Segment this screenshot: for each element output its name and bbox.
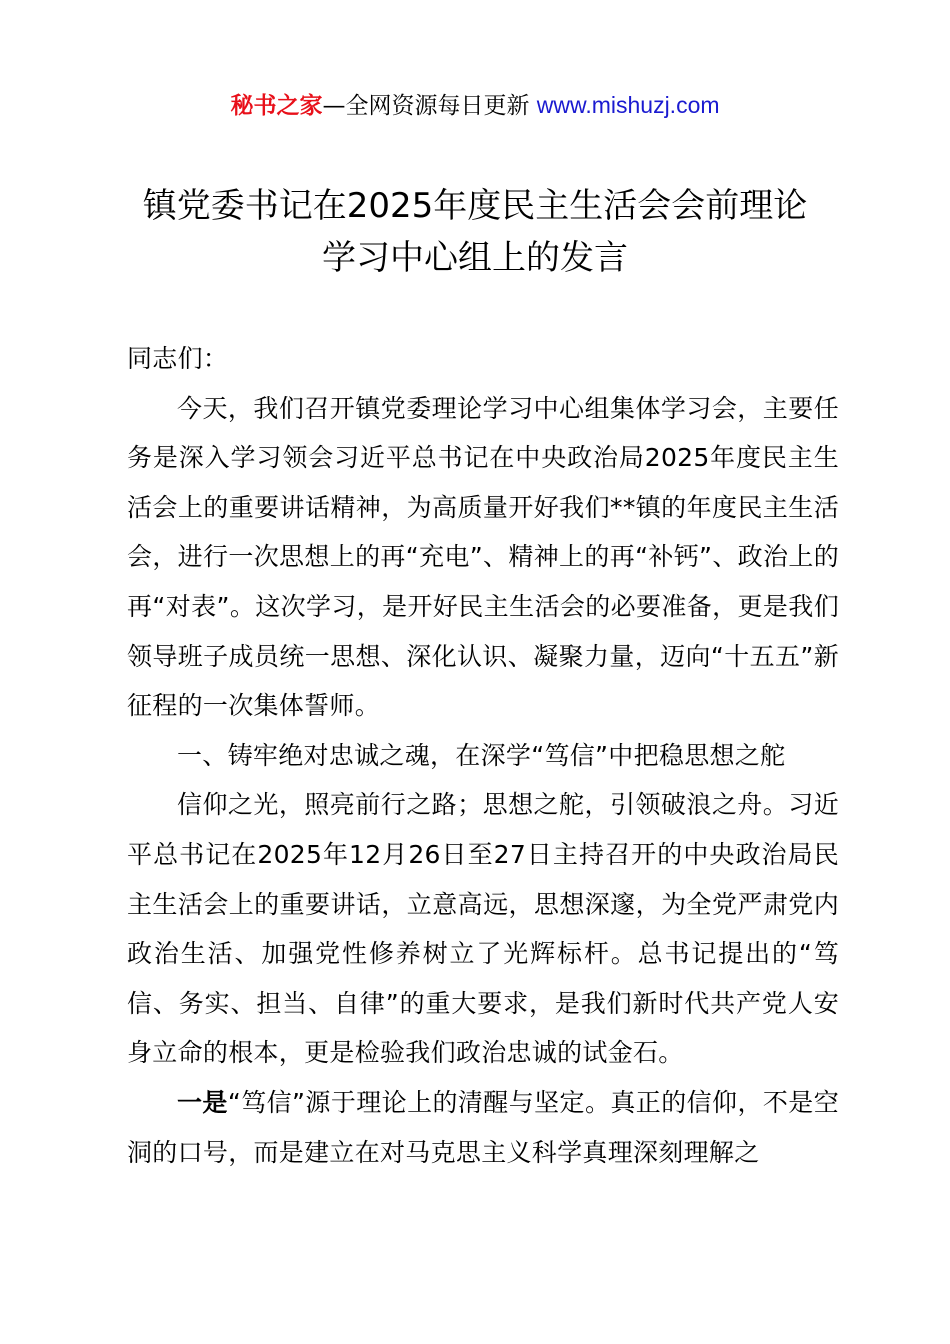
document-title — [0, 180, 950, 284]
site-brand: 秘书之家 — [230, 93, 323, 119]
section-heading-1: 一、铸牢绝对忠诚之魂，在深学“笃信”中把稳思想之舵 — [177, 740, 786, 770]
point-lead: 一是 — [177, 1087, 228, 1117]
paragraph-point-1 — [127, 1078, 839, 1177]
paragraph-section-1: 信仰之光，照亮前行之路；思想之舵，引领破浪之舟。习近平总书记在2025年12月26日至27日主持召开的中央政治局民主生活会上的重要讲话，立意高远，思想深邃，为全党严肃党内政治生活、加强党性修养树立了光辉标杆。总书记提出的“笃信、务实、担当、自律”的重大要求，是我们新时代共产党人安身立命的根本，更是检验我们政治忠诚的试金石。 — [127, 790, 839, 1068]
document-body — [127, 334, 839, 1177]
point-text: “笃信”源于理论上的清醒与坚定。真正的信仰，不是空洞的口号，而是建立在对马克思主义科学真理深刻理解之 — [127, 1087, 840, 1167]
salutation: 同志们： — [127, 344, 229, 373]
title-line-1: 镇党委书记在2025年度民主生活会会前理论 — [142, 186, 808, 226]
site-tagline: —全网资源每日更新 — [322, 93, 530, 119]
title-line-2: 学习中心组上的发言 — [322, 238, 628, 278]
site-url-link[interactable]: www.mishuzj.com — [536, 92, 720, 118]
paragraph-intro: 今天，我们召开镇党委理论学习中心组集体学习会，主要任务是深入学习领会习近平总书记在中央政治局2025年度民主生活会上的重要讲话精神，为高质量开好我们**镇的年度民主生活会，进行一次思想上的再“充电”、精神上的再“补钙”、政治上的再“对表”。这次学习，是开好民主生活会的必要准备，更是我们领导班子成员统一思想、深化认识、凝聚力量，迈向“十五五”新征程的一次集体誓师。 — [127, 393, 839, 721]
site-header — [0, 88, 950, 123]
